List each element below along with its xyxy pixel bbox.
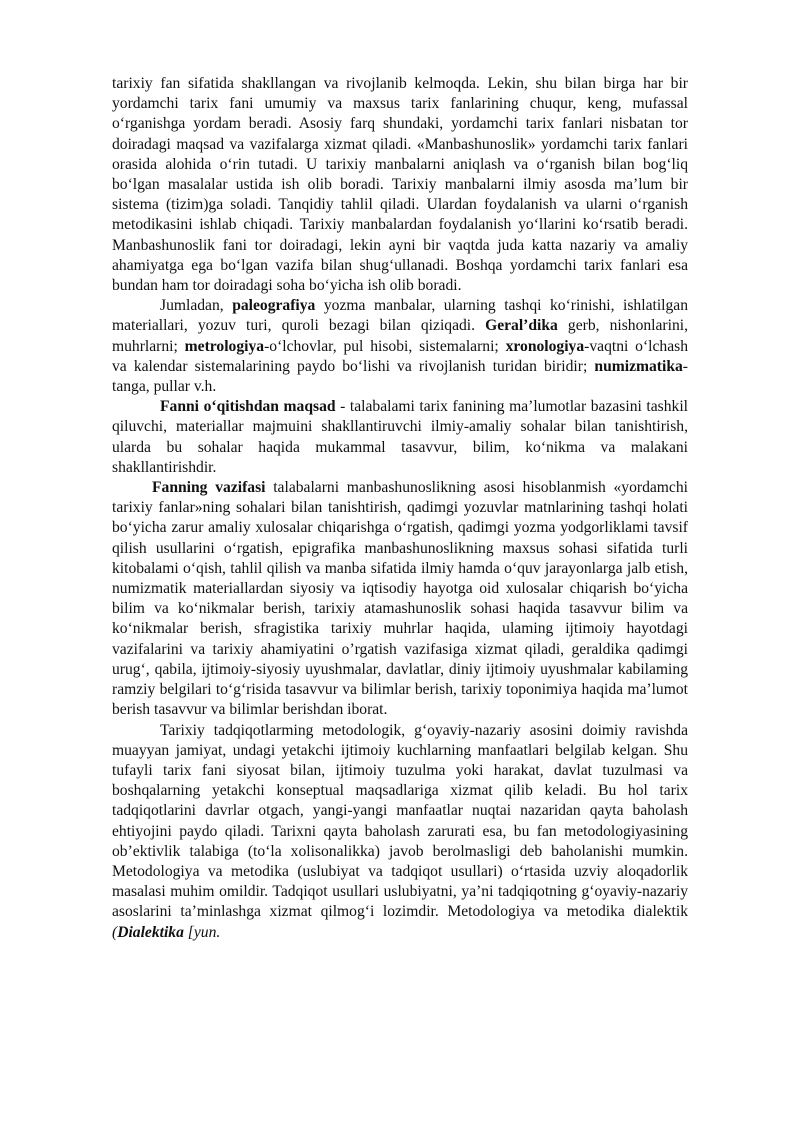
- paragraph-4-text: talabalarni manbashunoslikning asosi hisoblanmish «yordamchi tarixiy fanlar»ning sohalari bilan tanishtirish, qadimgi yozuvlar matnlarining tashqi holati bo‘yicha zarur amaliy xulosalar chiqarishga o‘rgatish, qadimgi yozma yodgorliklami tavsif qilish usullarini o‘rgatish, epigrafika manbashunoslikning maxsus sohasi sifatida turli kitobalami o‘qish, tahlil qilish va manba sifatida ilmiy hamda o‘quv jarayonlarga jalb etish, numizmatik materiallardan siyosiy va iqtisodiy hayotga oid xulosalar chiqarish bo‘yicha bilim va ko‘nikmalar berish, tarixiy atamashunoslik sohasi haqida tasavvur bilim va ko‘nikmalar berish, sfragistika tarixiy muhrlar haqida, ulaming ijtimoiy hayotdagi vazifalarini va tarixiy ahamiyatini o’rgatish vazifasiga xizmat qiladi, geraldika qadimgi urug‘, qabila, ijtimoiy-siyosiy uyushmalar, davlatlar, diniy ijtimoiy uyushmalar kabilaming ramziy belgilari to‘g‘risida tasavvur va bilimlar berish, tarixiy toponimiya haqida ma’lumot berish tasavvur va bilimlar berishdan iborat.: [112, 479, 688, 719]
- paragraph-1-text: tarixiy fan sifatida shakllangan va rivojlanib kelmoqda. Lekin, shu bilan birga har bir yordamchi tarix fani umumiy va maxsus tarix fanlarining chuqur, keng, mufassal o‘rganishga yordam beradi. Asosiy farq shundaki, yordamchi tarix fanlari nisbatan tor doiradagi maqsad va vazifalarga xizmat qiladi. «Manbashunoslik» yordamchi tarix fanlari orasida alohida o‘rin tutadi. U tarixiy manbalarni aniqlash va o‘rganish bilan bog‘liq bo‘lgan masalalar ustida ish olib boradi. Tarixiy manbalarni ilmiy asosda ma’lum bir sistema (tizim)ga soladi. Tanqidiy tahlil qiladi. Ulardan foydalanish va ularni o‘rganish metodikasini ishlab chiqadi. Tarixiy manbalardan foydalanish yo‘llarini ko‘rsatib beradi. Manbashunoslik fani tor doiradagi, lekin ayni bir vaqtda juda katta nazariy va amaliy ahamiyatga ega bo‘lgan vazifa bilan shug‘ullanadi. Boshqa yordamchi tarix fanlari esa bundan ham tor doiradagi soha bo‘yicha ish olib boradi.: [112, 75, 688, 295]
- term-geraldika: Geral’dika: [485, 317, 558, 335]
- term-dialektika: Dialektika: [117, 923, 184, 941]
- paragraph-2: [112, 296, 688, 397]
- paragraph-2-text: Jumladan,: [160, 297, 233, 315]
- term-xronologiya: xronologiya: [505, 337, 585, 355]
- heading-fan-maqsadi: Fanni o‘qitishdan maqsad: [160, 398, 336, 416]
- paragraph-5-text: Tarixiy tadqiqotlarming metodologik, g‘oyaviy-nazariy asosini doimiy ravishda muayyan jamiyat, undagi yetakchi ijtimoiy kuchlarning manfaatlari belgilab kelgan. Shu tufayli tarix fani siyosat bilan, ijtimoiy tuzulma yoki harakat, davlat tuzulmasi va boshqalarning yetakchi konseptual maqsadlariga xizmat qilib keladi. Bu hol tarix tadqiqotlarini davrlar otgach, yangi-yangi manfaatlar nuqtai nazaridan qayta baholash ehtiyojini paydo qiladi. Tarixni qayta baholash zarurati esa, bu fan metodologiyasining ob’ektivlik talabiga (to‘la xolisonalikka) javob berolmasligi deb baholanishi mumkin. Metodologiya va metodika (uslubiyat va tadqiqot usullari) o‘rtasida uzviy aloqadorlik masalasi muhim omildir. Tadqiqot usullari uslubiyatni, ya’ni tadqiqotning g‘oyaviy-nazariy asoslarini ta’minlashga xizmat qilmog‘i lozimdir. Metodologiya va metodika dialektik: [112, 721, 688, 921]
- paragraph-5: [112, 721, 688, 943]
- paragraph-5-italic: (: [112, 923, 118, 941]
- paragraph-2-text: -vaqtni o‘lchash va kalendar sistemalarining paydo bo‘lishi va rivojlanish turidan biridir;: [112, 337, 688, 375]
- paragraph-1: [112, 74, 688, 296]
- term-metrologiya: metrologiya: [184, 337, 265, 355]
- paragraph-2-text: -o‘lchovlar, pul hisobi, sistemalarni;: [264, 337, 506, 355]
- paragraph-4: [112, 478, 688, 720]
- paragraph-3: [112, 397, 688, 478]
- paragraph-2-text: yozma manbalar, ularning tashqi ko‘rinishi, ishlatilgan materiallari, yozuv turi, quroli bezagi bilan qiziqadi.: [112, 297, 688, 335]
- term-numizmatika: numizmatika: [594, 357, 683, 375]
- document-page: [112, 74, 688, 943]
- paragraph-3-text: - talabalami tarix fanining ma’lumotlar bazasini tashkil qiluvchi, materiallar majmuini shakllantiruvchi ilmiy-amaliy sohalar bilan tanishtirish, ularda bu sohalar haqida mukammal tasavvur, bilim, ko‘nikma va malakani shakllantirishdir.: [112, 398, 688, 476]
- term-paleografiya: paleografiya: [232, 297, 316, 315]
- paragraph-5-italic: [yun.: [183, 923, 221, 941]
- paragraph-2-text: -tanga, pullar v.h.: [112, 357, 688, 396]
- heading-fan-vazifasi: Fanning vazifasi: [152, 479, 266, 497]
- paragraph-2-text: gerb, nishonlarini, muhrlarni;: [112, 317, 688, 355]
